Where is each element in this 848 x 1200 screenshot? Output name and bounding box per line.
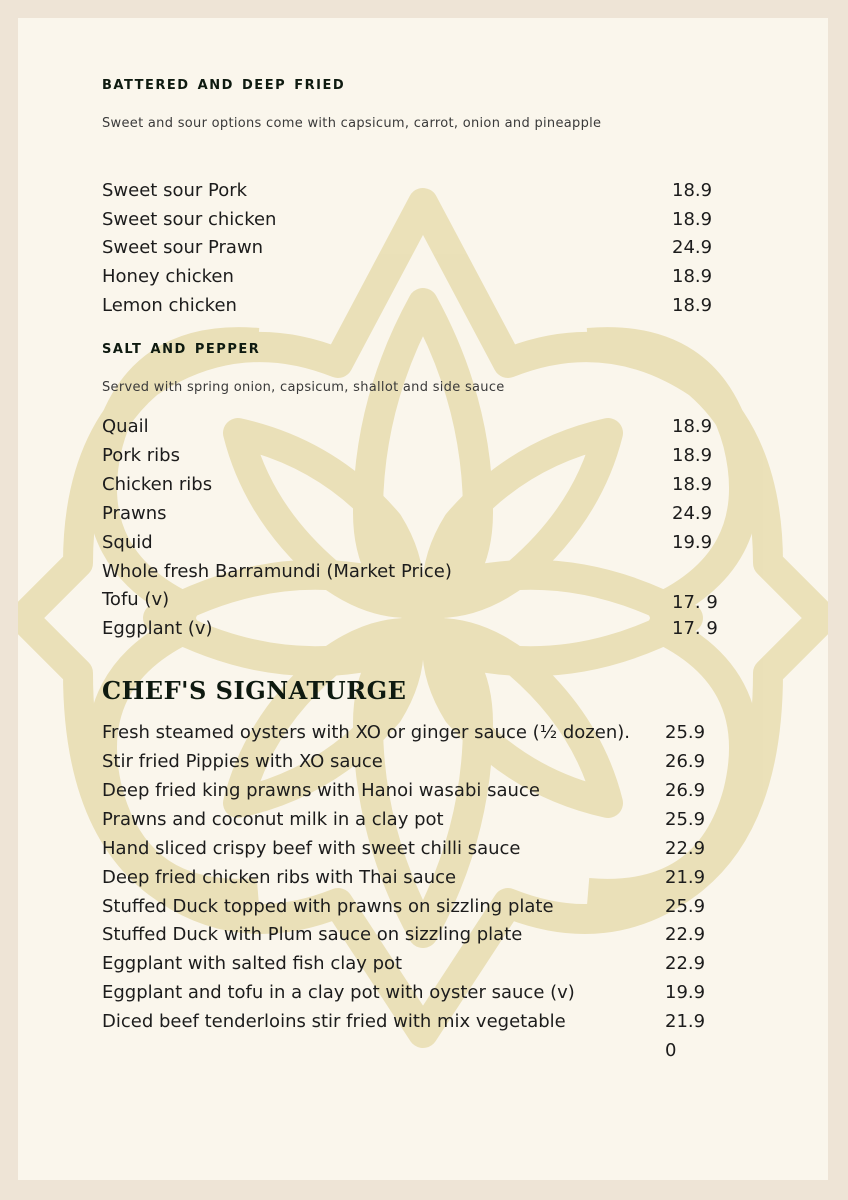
item-name: Prawns and coconut milk in a clay pot — [102, 809, 444, 830]
item-name: Sweet sour chicken — [102, 209, 277, 230]
item-name: Sweet sour Prawn — [102, 237, 264, 258]
item-price: 22.9 — [665, 924, 706, 945]
item-name: Fresh steamed oysters with XO or ginger sauce (½ dozen). — [102, 722, 630, 743]
item-name: Whole fresh Barramundi (Market Price) — [102, 561, 452, 582]
item-name: Diced beef tenderloins stir fried with mix vegetable — [102, 1011, 566, 1032]
item-name: Deep fried king prawns with Hanoi wasabi sauce — [102, 780, 540, 801]
item-name: Eggplant and tofu in a clay pot with oyster sauce (v) — [102, 982, 575, 1003]
item-name: Pork ribs — [102, 445, 180, 466]
section-note-battered: Sweet and sour options come with capsicum, carrot, onion and pineapple — [102, 116, 602, 131]
item-name: Tofu (v) — [102, 589, 170, 610]
item-name: Hand sliced crispy beef with sweet chilli sauce — [102, 838, 521, 859]
item-price: 18.9 — [672, 209, 713, 230]
item-name: Eggplant (v) — [102, 618, 213, 639]
item-price: 18.9 — [672, 180, 713, 201]
item-price: 17. 9 — [672, 592, 718, 613]
item-name: Honey chicken — [102, 266, 234, 287]
item-price: 19.9 — [665, 982, 706, 1003]
item-price: 18.9 — [672, 416, 713, 437]
item-price: 26.9 — [665, 780, 706, 801]
item-price: 22.9 — [665, 838, 706, 859]
item-price: 25.9 — [665, 896, 706, 917]
menu-content — [18, 18, 828, 1180]
item-price: 24.9 — [672, 237, 713, 258]
item-price: 25.9 — [665, 722, 706, 743]
section-title-chefs-signature: CHEF'S SIGNATURGE — [102, 676, 407, 705]
item-price: 18.9 — [672, 445, 713, 466]
section-note-salt-pepper: Served with spring onion, capsicum, shallot and side sauce — [102, 380, 505, 395]
trailing-mark: 0 — [665, 1040, 677, 1061]
item-name: Stir fried Pippies with XO sauce — [102, 751, 383, 772]
item-name: Eggplant with salted fish clay pot — [102, 953, 403, 974]
item-name: Sweet sour Pork — [102, 180, 248, 201]
item-name: Quail — [102, 416, 149, 437]
item-price: 18.9 — [672, 474, 713, 495]
item-price: 25.9 — [665, 809, 706, 830]
item-name: Squid — [102, 532, 153, 553]
item-price: 21.9 — [665, 867, 706, 888]
item-price: 17. 9 — [672, 618, 718, 639]
section-title-salt-pepper: salt and pepper — [102, 336, 261, 358]
item-name: Lemon chicken — [102, 295, 237, 316]
item-price: 21.9 — [665, 1011, 706, 1032]
item-name: Chicken ribs — [102, 474, 213, 495]
item-price: 18.9 — [672, 266, 713, 287]
section-title-battered: battered and deep fried — [102, 72, 346, 94]
item-price: 22.9 — [665, 953, 706, 974]
item-price: 19.9 — [672, 532, 713, 553]
item-name: Stuffed Duck with Plum sauce on sizzling plate — [102, 924, 523, 945]
item-name: Deep fried chicken ribs with Thai sauce — [102, 867, 457, 888]
item-price: 24.9 — [672, 503, 713, 524]
item-name: Prawns — [102, 503, 167, 524]
item-price: 18.9 — [672, 295, 713, 316]
item-name: Stuffed Duck topped with prawns on sizzling plate — [102, 896, 554, 917]
menu-page — [18, 18, 828, 1180]
item-price: 26.9 — [665, 751, 706, 772]
